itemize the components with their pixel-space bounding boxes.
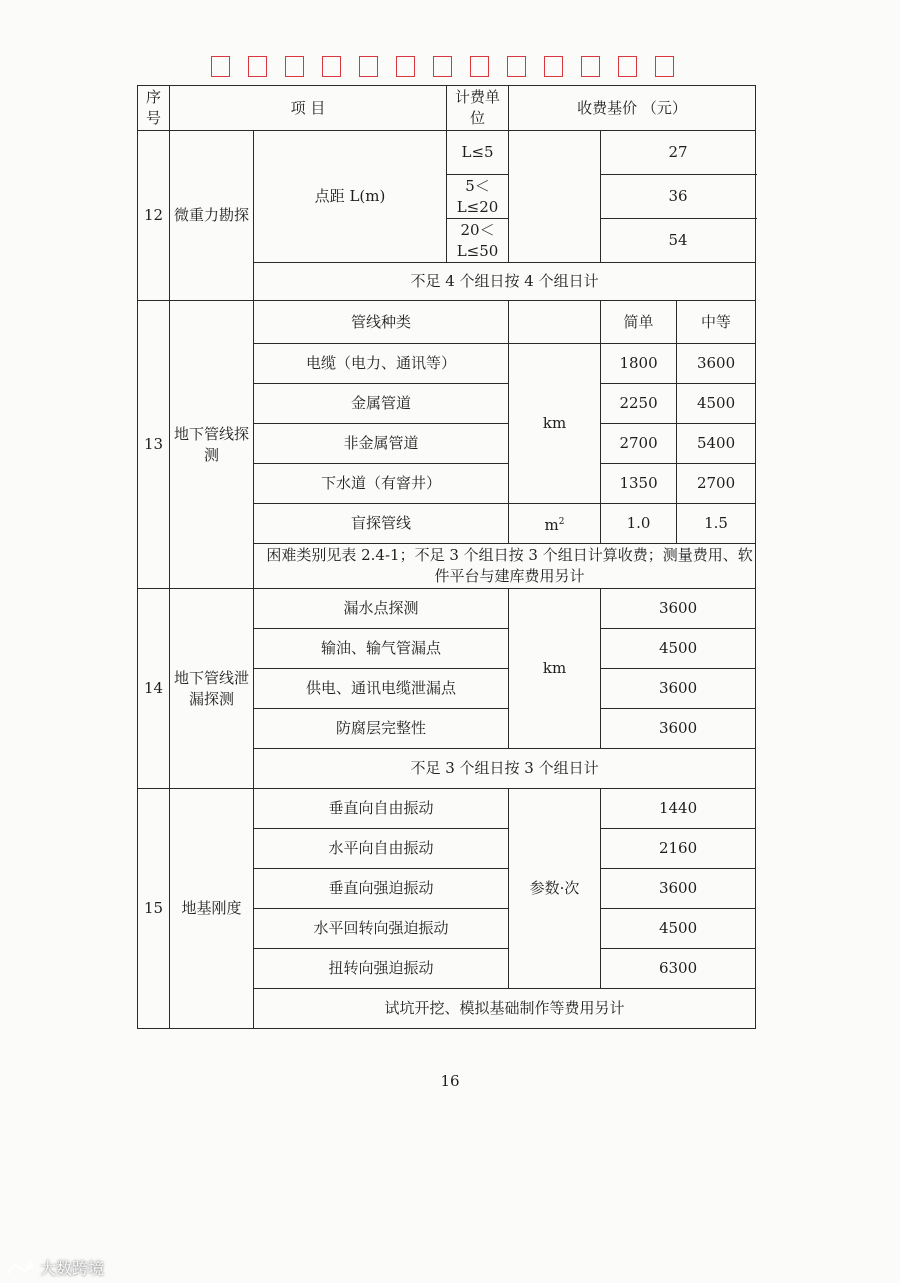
s14-value: 3600 (601, 589, 756, 629)
header-box (507, 56, 526, 77)
s13-blind-medium: 1.5 (677, 504, 756, 544)
watermark-text: 大数跨境 (40, 1259, 105, 1278)
s14-note: 不足 3 个组日按 3 个组日计 (254, 749, 756, 789)
s14-no: 14 (138, 589, 170, 789)
s12-name: 微重力勘探 (170, 131, 254, 301)
s13-col-simple: 简单 (601, 301, 677, 344)
watermark-logo-icon (6, 1259, 36, 1277)
s14-value: 3600 (601, 669, 756, 709)
header-box (396, 56, 415, 77)
s13-simple: 1800 (601, 344, 677, 384)
s15-value: 1440 (601, 789, 756, 829)
s14-item: 防腐层完整性 (254, 709, 509, 749)
s15-value: 6300 (601, 949, 756, 989)
s12-unit-blank (509, 131, 601, 263)
header-box (248, 56, 267, 77)
s13-simple: 1350 (601, 464, 677, 504)
s14-name: 地下管线泄漏探测 (170, 589, 254, 789)
s15-item: 水平回转向强迫振动 (254, 909, 509, 949)
s15-item: 扭转向强迫振动 (254, 949, 509, 989)
s13-medium: 4500 (677, 384, 756, 424)
s14-value: 3600 (601, 709, 756, 749)
s13-type: 金属管道 (254, 384, 509, 424)
s14-unit: km (509, 589, 601, 749)
s13-type: 下水道（有窨井） (254, 464, 509, 504)
s13-unit: km (509, 344, 601, 504)
s15-value: 4500 (601, 909, 756, 949)
header-item: 项 目 (170, 86, 447, 131)
s13-name: 地下管线探测 (170, 301, 254, 589)
header-box (359, 56, 378, 77)
page-number: 16 (440, 1072, 460, 1090)
s12-note: 不足 4 个组日按 4 个组日计 (254, 263, 756, 301)
s15-item: 垂直向自由振动 (254, 789, 509, 829)
s13-unit-blank (509, 301, 601, 344)
table-row (138, 789, 756, 829)
header-box (433, 56, 452, 77)
s13-type: 电缆（电力、通讯等） (254, 344, 509, 384)
header-no: 序号 (138, 86, 170, 131)
header-box-row (211, 56, 692, 80)
s12-no: 12 (138, 131, 170, 301)
watermark (6, 1256, 104, 1279)
header-box (285, 56, 304, 77)
header-box (544, 56, 563, 77)
header-box (322, 56, 341, 77)
s13-simple: 2700 (601, 424, 677, 464)
s13-note: 困难类别见表 2.4-1；不足 3 个组日按 3 个组日计算收费；测量费用、软件平台与建库费用另计 (254, 544, 756, 589)
header-price: 收费基价 （元） (509, 86, 756, 131)
s13-col-type: 管线种类 (254, 301, 509, 344)
s13-medium: 5400 (677, 424, 756, 464)
s13-medium: 2700 (677, 464, 756, 504)
fee-table (137, 85, 756, 1029)
s13-blind-simple: 1.0 (601, 504, 677, 544)
s13-medium: 3600 (677, 344, 756, 384)
table-row (138, 589, 756, 629)
s12-range: 20＜ L≤50 (447, 219, 509, 263)
s14-item: 漏水点探测 (254, 589, 509, 629)
s15-item: 水平向自由振动 (254, 829, 509, 869)
s15-value: 3600 (601, 869, 756, 909)
s12-param: 点距 L(m) (254, 131, 447, 263)
s13-blind-type: 盲探管线 (254, 504, 509, 544)
s13-simple: 2250 (601, 384, 677, 424)
header-box (581, 56, 600, 77)
s15-item: 垂直向强迫振动 (254, 869, 509, 909)
s12-value: 36 (601, 175, 756, 219)
s15-note: 试坑开挖、模拟基础制作等费用另计 (254, 989, 756, 1029)
header-box (470, 56, 489, 77)
header-box (211, 56, 230, 77)
header-box (655, 56, 674, 77)
s12-value: 27 (601, 131, 756, 175)
s13-no: 13 (138, 301, 170, 589)
table-header-row (138, 86, 756, 131)
s15-value: 2160 (601, 829, 756, 869)
s14-item: 供电、通讯电缆泄漏点 (254, 669, 509, 709)
s13-type: 非金属管道 (254, 424, 509, 464)
s13-blind-unit: $m^2$ (509, 504, 601, 544)
s12-range: L≤5 (447, 131, 509, 175)
s15-no: 15 (138, 789, 170, 1029)
s12-range: 5＜ L≤20 (447, 175, 509, 219)
header-box (618, 56, 637, 77)
s13-col-medium: 中等 (677, 301, 756, 344)
s15-name: 地基刚度 (170, 789, 254, 1029)
table-row (138, 301, 756, 344)
s12-value: 54 (601, 219, 756, 263)
s15-unit: 参数·次 (509, 789, 601, 989)
table-row (138, 131, 756, 175)
s14-item: 输油、输气管漏点 (254, 629, 509, 669)
header-unit: 计费单位 (447, 86, 509, 131)
s14-value: 4500 (601, 629, 756, 669)
